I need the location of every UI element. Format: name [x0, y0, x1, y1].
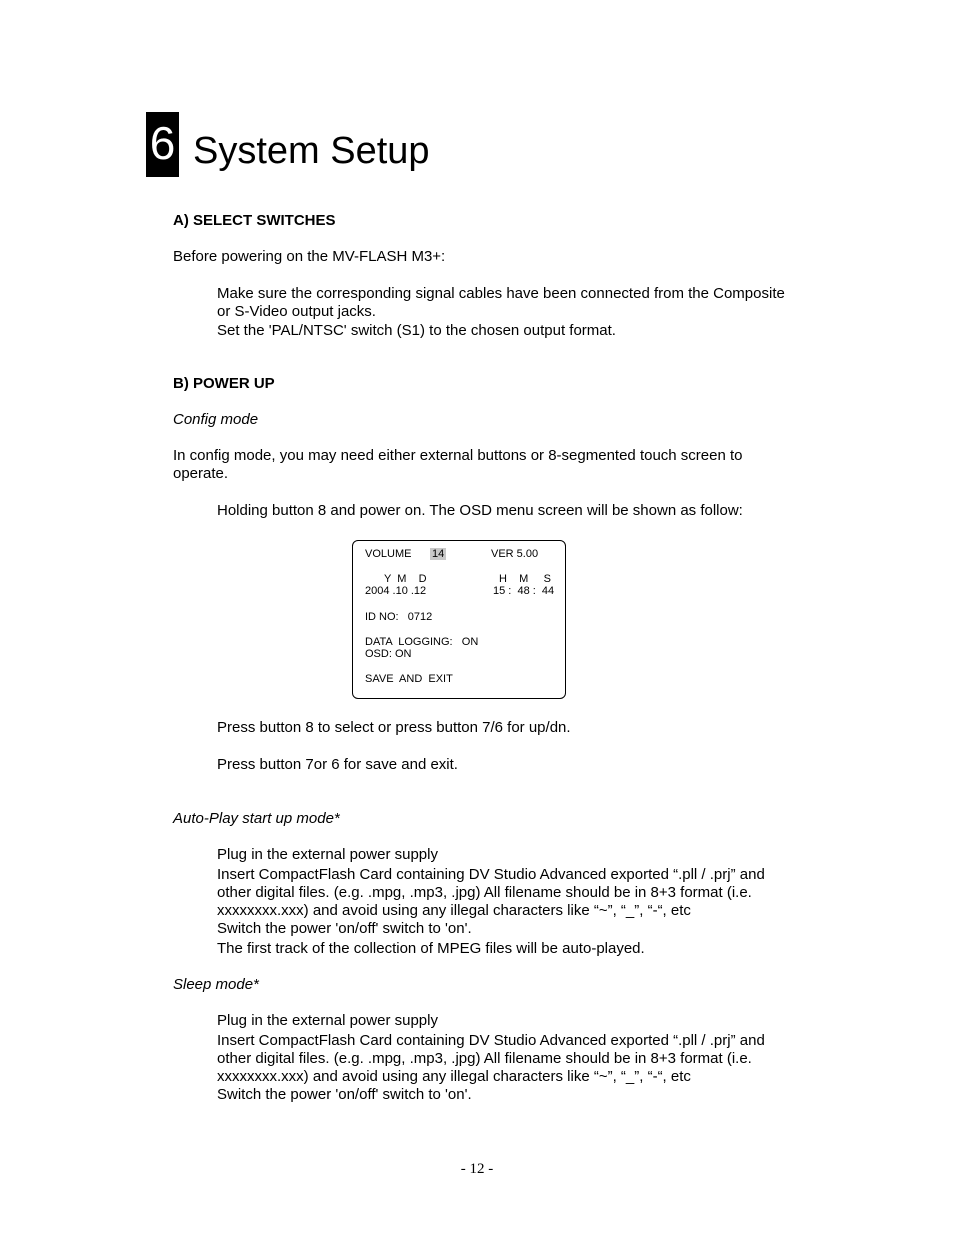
section-a-line: Make sure the corresponding signal cables have been connected from the Composite: [217, 285, 785, 302]
osd-time-header: H M S: [499, 573, 551, 585]
osd-save-exit: SAVE AND EXIT: [365, 673, 453, 685]
section-a-line: or S-Video output jacks.: [217, 303, 376, 320]
section-a-line: Set the 'PAL/NTSC' switch (S1) to the chosen output format.: [217, 322, 616, 339]
osd-menu-box: [352, 540, 566, 699]
autoplay-line: xxxxxxxx.xxx) and avoid using any illegal characters like “~”, “_”, “-“, etc: [217, 902, 691, 919]
osd-id: ID NO: 0712: [365, 611, 433, 623]
section-b-heading: B) POWER UP: [173, 375, 275, 392]
osd-volume-label: VOLUME: [365, 548, 412, 560]
autoplay-line: Insert CompactFlash Card containing DV Studio Advanced exported “.pll / .prj” and: [217, 866, 765, 883]
autoplay-line: other digital files. (e.g. .mpg, .mp3, .jpg) All filename should be in 8+3 format (i.e.: [217, 884, 752, 901]
section-a-intro: Before powering on the MV-FLASH M3+:: [173, 248, 446, 265]
autoplay-line: Plug in the external power supply: [217, 846, 438, 863]
sleep-line: Plug in the external power supply: [217, 1012, 438, 1029]
osd-data-logging: DATA LOGGING: ON: [365, 636, 479, 648]
page-number: - 12 -: [460, 1161, 494, 1177]
sleep-title: Sleep mode*: [173, 976, 259, 993]
osd-time: 15 : 48 : 44: [493, 585, 555, 597]
config-mode-text: operate.: [173, 465, 229, 482]
press-select-instruction: Press button 8 to select or press button 7/6 for up/dn.: [217, 719, 571, 736]
holding-instruction: Holding button 8 and power on. The OSD menu screen will be shown as follow:: [217, 502, 743, 519]
osd-version: VER 5.00: [491, 548, 539, 560]
sleep-line: Insert CompactFlash Card containing DV Studio Advanced exported “.pll / .prj” and: [217, 1032, 765, 1049]
autoplay-line: Switch the power 'on/off' switch to 'on'.: [217, 920, 472, 937]
osd-volume-value: 14: [432, 548, 445, 560]
autoplay-title: Auto-Play start up mode*: [173, 810, 340, 827]
osd-date-header: Y M D: [384, 573, 427, 585]
sleep-line: Switch the power 'on/off' switch to 'on'.: [217, 1086, 472, 1103]
config-mode-title: Config mode: [173, 411, 259, 428]
osd-date: 2004 .10 .12: [365, 585, 427, 597]
chapter-number: 6: [146, 112, 179, 177]
sleep-line: xxxxxxxx.xxx) and avoid using any illegal characters like “~”, “_”, “-“, etc: [217, 1068, 691, 1085]
press-save-instruction: Press button 7or 6 for save and exit.: [217, 756, 458, 773]
osd-osd-line: OSD: ON: [365, 648, 412, 660]
config-mode-text: In config mode, you may need either external buttons or 8-segmented touch screen to: [173, 447, 743, 464]
sleep-line: other digital files. (e.g. .mpg, .mp3, .jpg) All filename should be in 8+3 format (i.e.: [217, 1050, 752, 1067]
autoplay-line: The first track of the collection of MPEG files will be auto-played.: [217, 940, 645, 957]
section-a-heading: A) SELECT SWITCHES: [173, 212, 336, 229]
page-title: System Setup: [193, 130, 430, 172]
